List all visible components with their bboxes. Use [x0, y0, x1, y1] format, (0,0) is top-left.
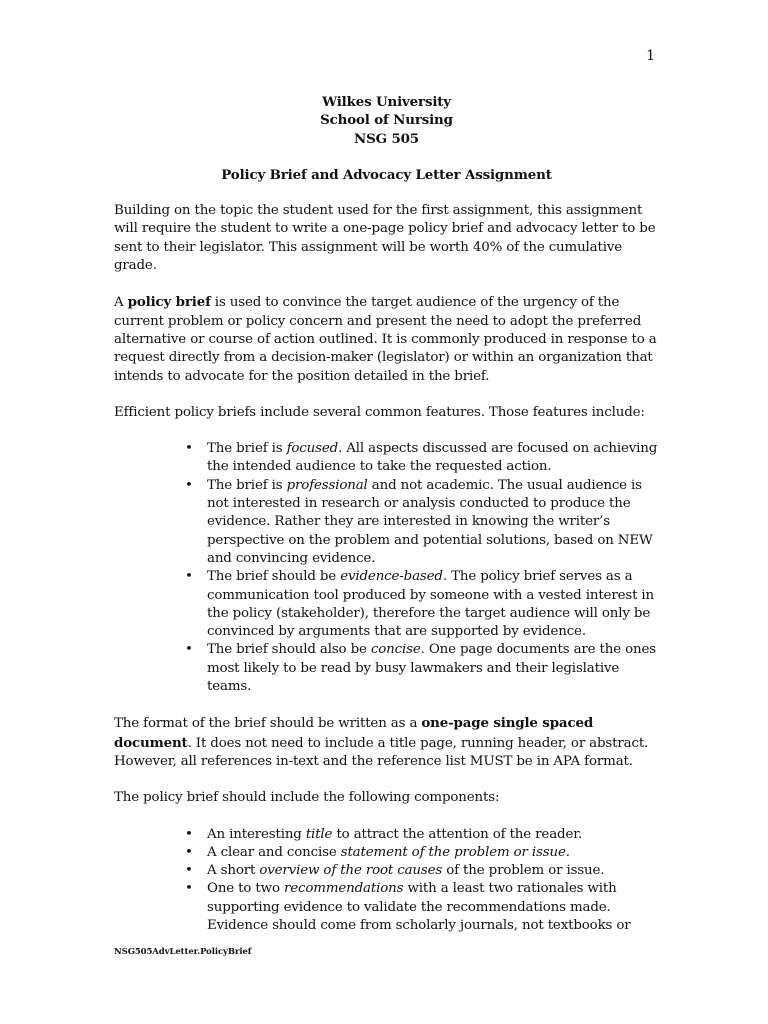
list-item [185, 477, 659, 568]
components-intro: The policy brief should include the following components: [114, 790, 500, 806]
definition-paragraph [114, 293, 659, 385]
list-item [185, 568, 659, 641]
item-text: to attract the attention of the reader. [332, 826, 583, 842]
definition-prefix: A [114, 295, 128, 311]
item-text: A short [207, 863, 260, 879]
item-text: The brief is [207, 477, 287, 493]
list-item [185, 826, 659, 844]
components-list [114, 826, 659, 936]
course-code: NSG 505 [354, 130, 419, 147]
item-text: One to two [207, 881, 284, 897]
item-emphasis: recommendations [284, 881, 404, 897]
item-emphasis: focused [286, 441, 339, 457]
page-number: 1 [646, 48, 655, 64]
item-text: The brief should also be [207, 642, 371, 658]
assignment-title: Policy Brief and Advocacy Letter Assignment [221, 166, 552, 183]
university-name: Wilkes University [322, 94, 451, 110]
bullet-icon: • [185, 863, 193, 879]
bullet-icon: • [185, 642, 193, 658]
features-list [114, 440, 659, 696]
list-item [185, 862, 659, 880]
item-emphasis: statement of the problem or issue. [340, 844, 570, 860]
item-text: A clear and concise [207, 844, 341, 860]
format-paragraph [114, 714, 659, 771]
item-emphasis: concise [370, 642, 421, 658]
bullet-icon: • [185, 569, 193, 585]
list-item [185, 641, 659, 696]
format-prefix: The format of the brief should be written as a [114, 716, 422, 732]
school-name: School of Nursing [320, 112, 453, 129]
features-intro: Efficient policy briefs include several common features. Those features include: [114, 404, 645, 420]
item-text: with a least two rationales with supporting evidence to validate the recommendations made. Evidence should come from scholarly journals, not textbooks or [207, 881, 631, 933]
item-text: The brief should be [207, 569, 341, 585]
item-text: . The policy brief serves as a communication tool produced by someone with a vested interest in the policy (stakeholder), therefore the target audience will only be convinced by arguments that are supported by evidence. [207, 569, 655, 640]
bullet-icon: • [185, 844, 193, 860]
item-emphasis: evidence-based [340, 569, 443, 585]
page-footer: NSG505AdvLetter.PolicyBrief [114, 947, 252, 957]
definition-term: policy brief [127, 294, 211, 311]
item-text: The brief is [207, 441, 287, 457]
bullet-icon: • [185, 826, 193, 842]
item-emphasis: professional [286, 477, 368, 493]
list-item [185, 880, 659, 935]
item-emphasis: overview of the root causes [259, 863, 443, 879]
document-header [114, 93, 659, 148]
list-item [185, 440, 659, 477]
item-text: and not academic. The usual audience is not interested in research or analysis conducted to produce the evidence. Rather they are interested in knowing the writer’s perspective on the problem and potential solutions, based on NEW and convincing evidence. [207, 477, 653, 566]
format-text: . It does not need to include a title page, running header, or abstract. However, all references in-text and the reference list MUST be in APA format. [114, 735, 649, 769]
item-text: . One page documents are the ones most likely to be read by busy lawmakers and their legislative teams. [207, 642, 657, 695]
list-item [185, 844, 659, 862]
intro-paragraph: Building on the topic the student used for the first assignment, this assignment will require the student to write a one-page policy brief and advocacy letter to be sent to their legislator. This assignment will be worth 40% of the cumulative grade. [114, 203, 656, 274]
item-text: . All aspects discussed are focused on achieving the intended audience to take the requested action. [207, 441, 658, 475]
bullet-icon: • [185, 881, 193, 897]
item-emphasis: title [305, 826, 333, 842]
format-emphasis: one-page single spaced document [114, 715, 594, 751]
document-body [114, 93, 659, 935]
definition-text: is used to convince the target audience of the urgency of the current problem or policy concern and present the need to adopt the preferred alternative or course of action outlined. It is commonly produced in response to a request directly from a decision-maker (legislator) or within an organization that intends to advocate for the position detailed in the brief. [114, 295, 657, 384]
item-text: An interesting [207, 826, 306, 842]
item-text: of the problem or issue. [442, 863, 605, 879]
bullet-icon: • [185, 477, 193, 493]
bullet-icon: • [185, 441, 193, 457]
